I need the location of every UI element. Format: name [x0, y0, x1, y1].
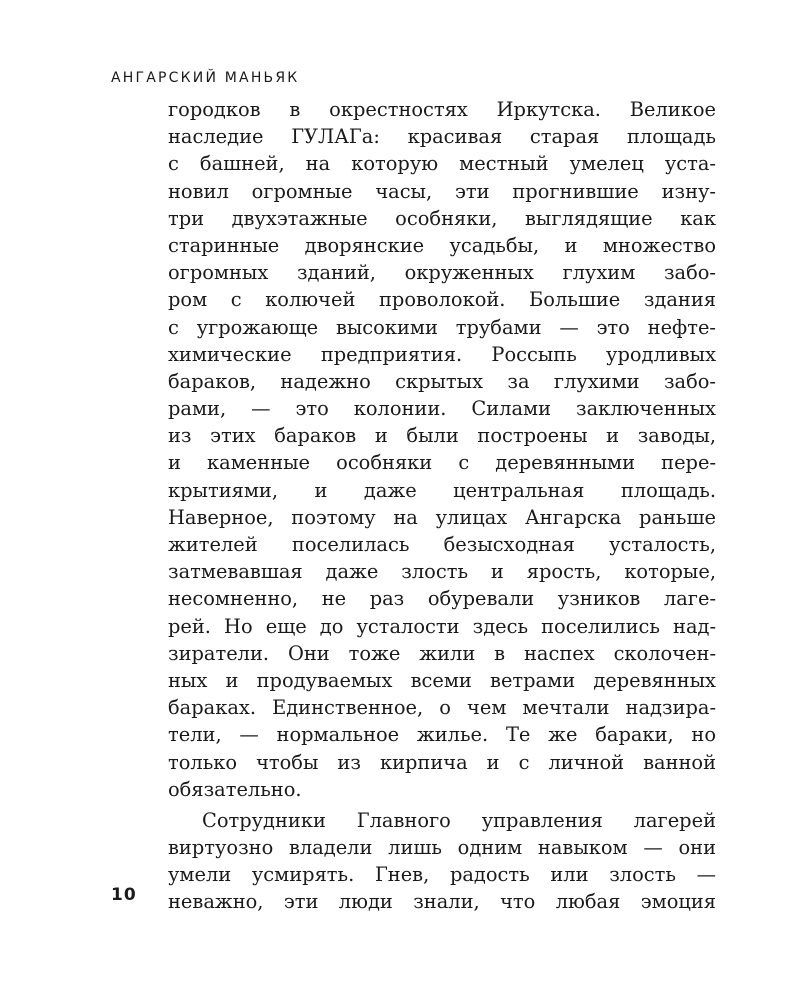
text-line: бараках. Единственное, о чем мечтали надзира-	[168, 696, 716, 720]
paragraph	[168, 807, 716, 916]
text-line: три двухэтажные особняки, выглядящие как	[168, 206, 716, 230]
text-line: огромных зданий, окруженных глухим забо-	[168, 261, 716, 285]
text-line: Сотрудники Главного управления лагерей	[202, 808, 716, 832]
text-line: рами, — это колонии. Силами заключенных	[168, 397, 716, 421]
text-line: с башней, на которую местный умелец уста-	[168, 152, 716, 176]
text-line: и каменные особняки с деревянными пере-	[168, 451, 716, 475]
text-line: Наверное, поэтому на улицах Ангарска раньше	[168, 505, 716, 529]
page-number: 10	[111, 885, 137, 905]
text-line: обязательно.	[168, 777, 302, 801]
text-line: с угрожающе высокими трубами — это нефте-	[168, 315, 716, 339]
text-line: жителей поселилась безысходная усталость,	[168, 533, 716, 556]
text-line: городков в окрестностях Иркутска. Великое	[168, 98, 716, 121]
text-line: рей. Но еще до усталости здесь поселились над-	[168, 614, 716, 638]
text-line: ром с колючей проволокой. Большие здания	[168, 288, 716, 312]
text-line: тели, — нормальное жилье. Те же бараки, но	[168, 723, 716, 747]
body-text	[168, 96, 716, 916]
text-line: старинные дворянские усадьбы, и множество	[168, 233, 716, 257]
text-line: новил огромные часы, эти прогнившие изну-	[168, 179, 716, 203]
text-line: ных и продуваемых всеми ветрами деревянных	[168, 668, 716, 692]
text-line: крытиями, и даже центральная площадь.	[168, 478, 716, 502]
text-line: из этих бараков и были построены и заводы,	[168, 424, 716, 448]
text-line: затмевавшая даже злость и ярость, которые,	[168, 560, 716, 584]
text-line: несомненно, не раз обуревали узников лаге-	[168, 587, 716, 611]
paragraph	[168, 96, 716, 803]
text-line: зиратели. Они тоже жили в наспех сколочен-	[168, 641, 716, 665]
text-line: химические предприятия. Россыпь уродливых	[168, 342, 716, 366]
text-line: умели усмирять. Гнев, радость или злость —	[168, 863, 716, 887]
running-head-title: АНГАРСКИЙ МАНЬЯК	[111, 70, 300, 86]
text-line: бараков, надежно скрытых за глухими забо-	[168, 369, 716, 393]
text-line: наследие ГУЛАГа: красивая старая площадь	[168, 125, 716, 149]
text-line: неважно, эти люди знали, что любая эмоция	[168, 890, 716, 914]
text-line: виртуозно владели лишь одним навыком — они	[168, 836, 716, 860]
text-line: только чтобы из кирпича и с личной ванной	[168, 750, 716, 774]
